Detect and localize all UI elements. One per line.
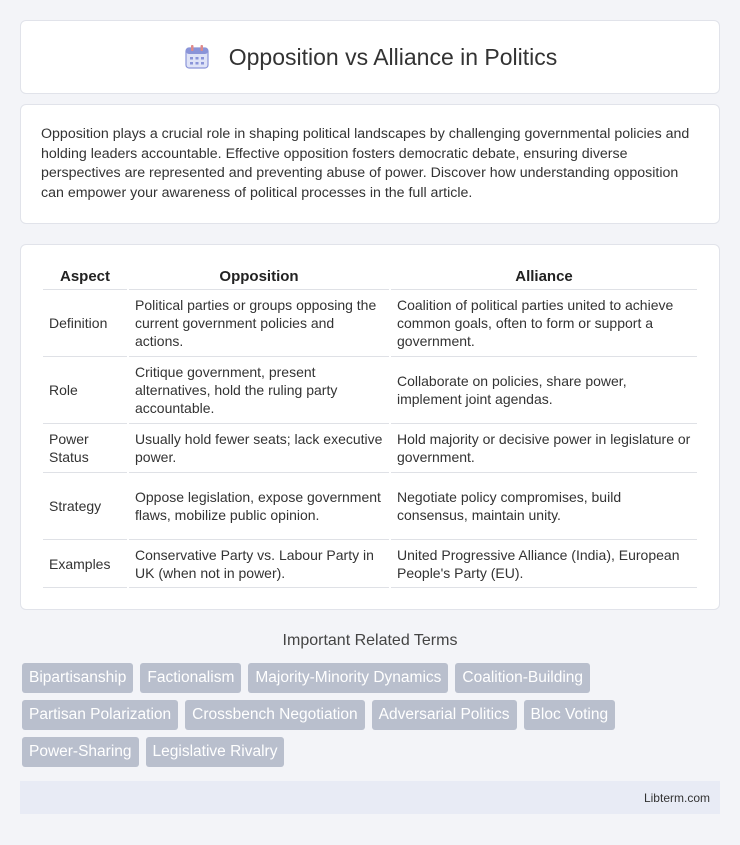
row-aspect: Definition — [43, 289, 127, 356]
row-alliance: Hold majority or decisive power in legislature or government. — [391, 423, 697, 472]
related-term-tag[interactable]: Factionalism — [140, 663, 241, 693]
table-row — [43, 289, 697, 356]
table-row — [43, 539, 697, 588]
row-opposition: Oppose legislation, expose government flaws, mobilize public opinion. — [129, 472, 389, 539]
row-opposition: Conservative Party vs. Labour Party in UK (when not in power). — [129, 539, 389, 588]
related-term-tag[interactable]: Power-Sharing — [22, 737, 139, 767]
related-term-tag[interactable]: Bloc Voting — [524, 700, 616, 730]
row-opposition: Critique government, present alternatives, hold the ruling party accountable. — [129, 356, 389, 423]
related-term-tag[interactable]: Legislative Rivalry — [146, 737, 285, 767]
related-terms-title: Important Related Terms — [282, 632, 458, 649]
related-term-tag[interactable]: Coalition-Building — [455, 663, 590, 693]
row-alliance: United Progressive Alliance (India), European People's Party (EU). — [391, 539, 697, 588]
page-header — [20, 20, 720, 94]
related-term-tag[interactable]: Partisan Polarization — [22, 700, 178, 730]
row-opposition: Political parties or groups opposing the current government policies and actions. — [129, 289, 389, 356]
row-aspect: Power Status — [43, 423, 127, 472]
row-aspect: Examples — [43, 539, 127, 588]
related-terms-list — [22, 663, 718, 767]
row-opposition: Usually hold fewer seats; lack executive power. — [129, 423, 389, 472]
calendar-icon — [183, 43, 211, 71]
comparison-table-card — [20, 244, 720, 610]
row-alliance: Negotiate policy compromises, build consensus, maintain unity. — [391, 472, 697, 539]
page-footer — [20, 781, 720, 814]
table-row — [43, 356, 697, 423]
header-opposition: Opposition — [219, 268, 299, 285]
header-alliance: Alliance — [515, 268, 573, 285]
intro-section — [20, 104, 720, 224]
row-alliance: Collaborate on policies, share power, implement joint agendas. — [391, 356, 697, 423]
table-row — [43, 423, 697, 472]
table-row — [43, 472, 697, 539]
related-term-tag[interactable]: Majority-Minority Dynamics — [248, 663, 448, 693]
comparison-table — [41, 265, 699, 588]
intro-text: Opposition plays a crucial role in shaping political landscapes by challenging governmental policies and holding leaders accountable. Effective opposition fosters democratic debate, ensuring diverse perspectives are represented and preventing abuse of power. Discover how understanding opposition can empower your awareness of political processes in the full article. — [41, 126, 690, 201]
related-term-tag[interactable]: Crossbench Negotiation — [185, 700, 364, 730]
row-aspect: Role — [43, 356, 127, 423]
footer-site-link[interactable]: Libterm.com — [643, 790, 710, 805]
row-alliance: Coalition of political parties united to achieve common goals, often to form or support a government. — [391, 289, 697, 356]
table-header-row — [43, 265, 697, 289]
page-title: Opposition vs Alliance in Politics — [228, 43, 558, 70]
related-term-tag[interactable]: Bipartisanship — [22, 663, 133, 693]
row-aspect: Strategy — [43, 472, 127, 539]
header-aspect: Aspect — [59, 268, 111, 285]
related-term-tag[interactable]: Adversarial Politics — [372, 700, 517, 730]
